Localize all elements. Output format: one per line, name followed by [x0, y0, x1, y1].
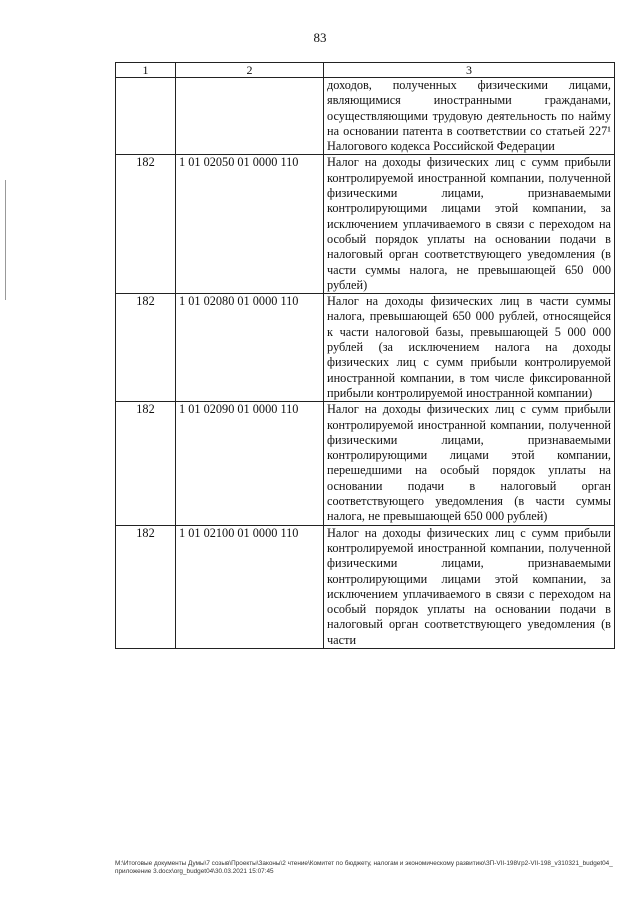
table-header-row: [116, 63, 615, 78]
description-cell: доходов, полученных физическими лицами, являющимися иностранными гражданами, осуществляющими трудовую деятельность по найму на основании патента в соответствии со статьей 227¹ Налогового кодекса Российской Федерации: [324, 78, 615, 155]
file-path-footer: M:\Итоговые документы Думы\7 созыв\Проекты\Законы\2 чтение\Комитет по бюджету, налогам и экономическому развитию\ЗП-VII-198\гр2-VII-198_v310321_budget04_приложение 3.docx\org_budget04\30.03.2021 15:07:45: [115, 860, 613, 875]
revenue-codes-table: [115, 62, 615, 649]
description-cell: Налог на доходы физических лиц с сумм прибыли контролируемой иностранной компании, полученной физическими лицами, признаваемыми контролирующими лицами этой компании, за исключением уплачиваемого в связи с переходом на особый порядок уплаты на основании подачи в налоговый орган соответствующего уведомления (в части суммы налога, не превышающей 650 000 рублей): [324, 155, 615, 294]
admin-code-cell: 182: [116, 525, 176, 648]
column-header-2: 2: [176, 63, 324, 78]
kbk-cell: 1 01 02090 01 0000 110: [176, 402, 324, 525]
admin-code-cell: 182: [116, 294, 176, 402]
kbk-cell: 1 01 02050 01 0000 110: [176, 155, 324, 294]
kbk-cell: [176, 78, 324, 155]
table-row: [116, 155, 615, 294]
table-row: [116, 402, 615, 525]
table-row: [116, 294, 615, 402]
kbk-cell: 1 01 02080 01 0000 110: [176, 294, 324, 402]
column-header-3: 3: [324, 63, 615, 78]
admin-code-cell: 182: [116, 155, 176, 294]
admin-code-cell: 182: [116, 402, 176, 525]
admin-code-cell: [116, 78, 176, 155]
kbk-cell: 1 01 02100 01 0000 110: [176, 525, 324, 648]
column-header-1: 1: [116, 63, 176, 78]
margin-mark: [5, 180, 6, 300]
description-cell: Налог на доходы физических лиц в части суммы налога, превышающей 650 000 рублей, относящейся к части налоговой базы, превышающей 5 000 000 рублей (за исключением налога на доходы физических лиц с сумм прибыли контролируемой иностранной компании, в том числе фиксированной прибыли контролируемой иностранной компании): [324, 294, 615, 402]
page-number: 83: [313, 30, 327, 45]
description-cell: Налог на доходы физических лиц с сумм прибыли контролируемой иностранной компании, полученной физическими лицами, признаваемыми контролирующими лицами этой компании, за исключением уплачиваемого в связи с переходом на особый порядок уплаты на основании подачи в налоговый орган соответствующего уведомления (в части: [324, 525, 615, 648]
table-row: [116, 525, 615, 648]
description-cell: Налог на доходы физических лиц с сумм прибыли контролируемой иностранной компании, полученной физическими лицами, признаваемыми контролирующими лицами этой компании, перешедшими на особый порядок уплаты на основании подачи в налоговый орган соответствующего уведомления (в части суммы налога, не превышающей 650 000 рублей): [324, 402, 615, 525]
table-row-continuation: [116, 78, 615, 155]
